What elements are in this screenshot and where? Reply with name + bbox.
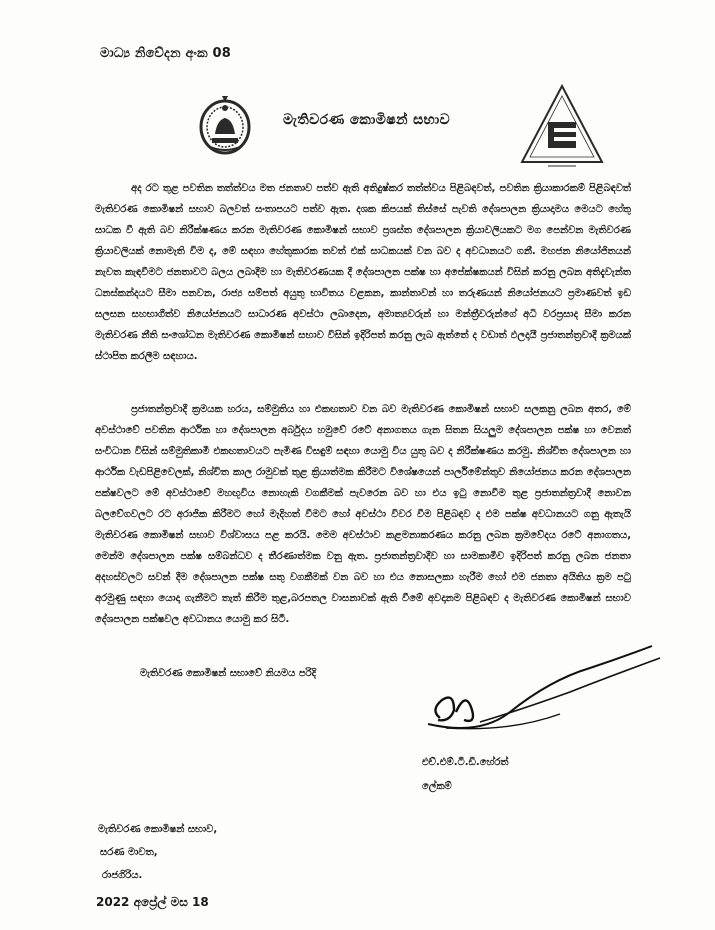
signer-name: එච්.එම්.ටී.ඩී.හේරත්: [422, 757, 509, 768]
closing-line: මැතිවරණ කොමිෂන් සභාවේ නියමය පරිදි: [140, 668, 317, 679]
election-commission-logo-icon: [518, 82, 606, 170]
body-paragraph: ප්‍රජාතන්ත්‍රවාදී ක්‍රමයක හරය, සම්මුතිය හා එකඟතාව වන බව මැතිවරණ කොමිෂන් සභාව සලකනු ලබන අතර, මේ අවස්ථාවේ පවතින ආර්ථික හා දේශපාලන අර්බුදය හමුවේ රටේ අනාගතය ගැන සිතන සියලුම දේශපාලන පක්ෂ හා වෙනත් සංවිධාන විසින් සම්මුතිකාමී එකඟතාවයට පැමිණ විසඳුම් සඳහා යොමු විය යුතු බව ද නිරීක්ෂණය කරමු. නිශ්චිත දේශපාලන හා ආර්ථික වැඩපිළිවෙලක්, නිශ්චිත කාල රාමුවක් තුළ ක්‍රියාත්මක කිරීමට විශේෂයෙන් පාර්ලිමේන්තුව නියෝජනය කරන දේශපාලන පක්ෂවලට මේ අවස්ථාවේ මහඟුවිය නොහැකි වගකීමක් පැවරෙන බව හා එය ඉටු නොවීම තුළ ප්‍රජාතන්ත්‍රවාදී නොවන බලවේගවලට රට අරාජික කිරීමට හෝ මැදිහත් වීමට හෝ අවස්ථා විවර වීම පිළිබඳව ද එම පක්ෂ අවධානයට ගනු ඇතැයි මැතිවරණ කොමිෂන් සභාව විශ්වාසය පළ කරයි. මෙම අවස්ථාව කළමනාකරණය කරනු ලබන ක්‍රමවේදය රටේ අනාගතය, මෙන්ම දේශපාලන පක්ෂ සම්බන්ධව ද තීරණාත්මක වනු ඇත. ප්‍රජාතන්ත්‍රවාදීව හා සාමකාමීව ඉදිරිපත් කරනු ලබන ජනතා අදහස්වලට සවන් දීම දේශපාලන පක්ෂ සතු වගකීමක් වන බව හා එය නොසලකා හැරීම හෝ එම ජනතා අයිතිය ක්‍රම පටු අරමුණු සඳහා යොදා ගැනීමට තැත් කිරීම තුළ,බරපතල වාසනාවක් ඇති වීමේ අවදානම පිළිබඳව ද මැතිවරණ කොමිෂන් සභාව දේශපාලන පක්ෂවල අවධානය යොමු කර සිටී.: [95, 404, 631, 625]
address-line: සරණ මාවත,: [100, 847, 158, 858]
national-emblem-icon: [198, 94, 252, 156]
body-paragraph: අද රට තුළ පවතින තත්ත්වය මත ජනතාව පත්ව ඇති අතිදුෂ්කර තත්ත්වය පිළිබඳවත්, පවතින ක්‍රියාකාරකම් පිළිබඳවත් මැතිවරණ කොමිෂන් සභාව බලවත් සංතාපයට පත්ව ඇත. දශක කිපයක් තිස්සේ පැවති දේශපාලන ක්‍රියාදාමය මෙයට හේතු සාධක වී ඇති බව නිරීක්ෂණය කරන මැතිවරණ කොමිෂන් සභාව ප්‍රශස්ත දේශපාලන ක්‍රියාවලියකට මග පෙන්වන මැතිවරණ ක්‍රියාවලියක් නොමැති වීම ද, මේ සඳහා හේතුකාරක තවත් එක් සාධකයක් වන බව ද අවධානයට ගනී. මහජන නියෝජිතයන් නැවත කැඳවීමට ජනතාවට බලය ලබාදීම හා මැතිවරණයක දී දේශපාලන පක්ෂ හා අපේක්ෂකයන් විසින් කරනු ලබන අතිදැවැන්ත ධනස්කන්දයට සීමා පනවන, රාජ්‍ය සම්පත් අයුතු භාවිතය වළකන, කාන්තාවන් හා තරුණයන් නියෝජනයට ප්‍රමාණවත් ඉඩ සලසන සහභාගීත්ව නියෝජනයට සාධාරණ අවස්ථා ලබාදෙන, අමාත්‍යවරුන් හා මන්ත්‍රීවරුන්ගේ අධි වරප්‍රසාද සීමා කරන මැතිවරණ නීති සංශෝධන මැතිවරණ කොමිෂන් සභාව විසින් ඉදිරිපත් කරනු ලැබ ඇත්තේ ද වඩාත් ඵලදායී ප්‍රජාතන්ත්‍රවාදී ක්‍රමයක් ස්ථාපිත කරලීම සඳහාය.: [95, 183, 631, 362]
page-title: මැතිවරණ කොමිෂන් සභාව: [283, 112, 451, 128]
address-line: මැතිවරණ කොමිෂන් සභාව,: [98, 824, 218, 835]
document-date: 2022 අප්‍රේල් මස 18: [96, 895, 209, 909]
address-line: රාජගිරිය.: [102, 870, 143, 881]
signature-icon: [420, 640, 675, 740]
address-block: [96, 818, 217, 887]
release-number: මාධ්‍ය නිවේදන අංක 08: [100, 46, 231, 61]
signer-title: ලේකම්: [422, 781, 452, 792]
